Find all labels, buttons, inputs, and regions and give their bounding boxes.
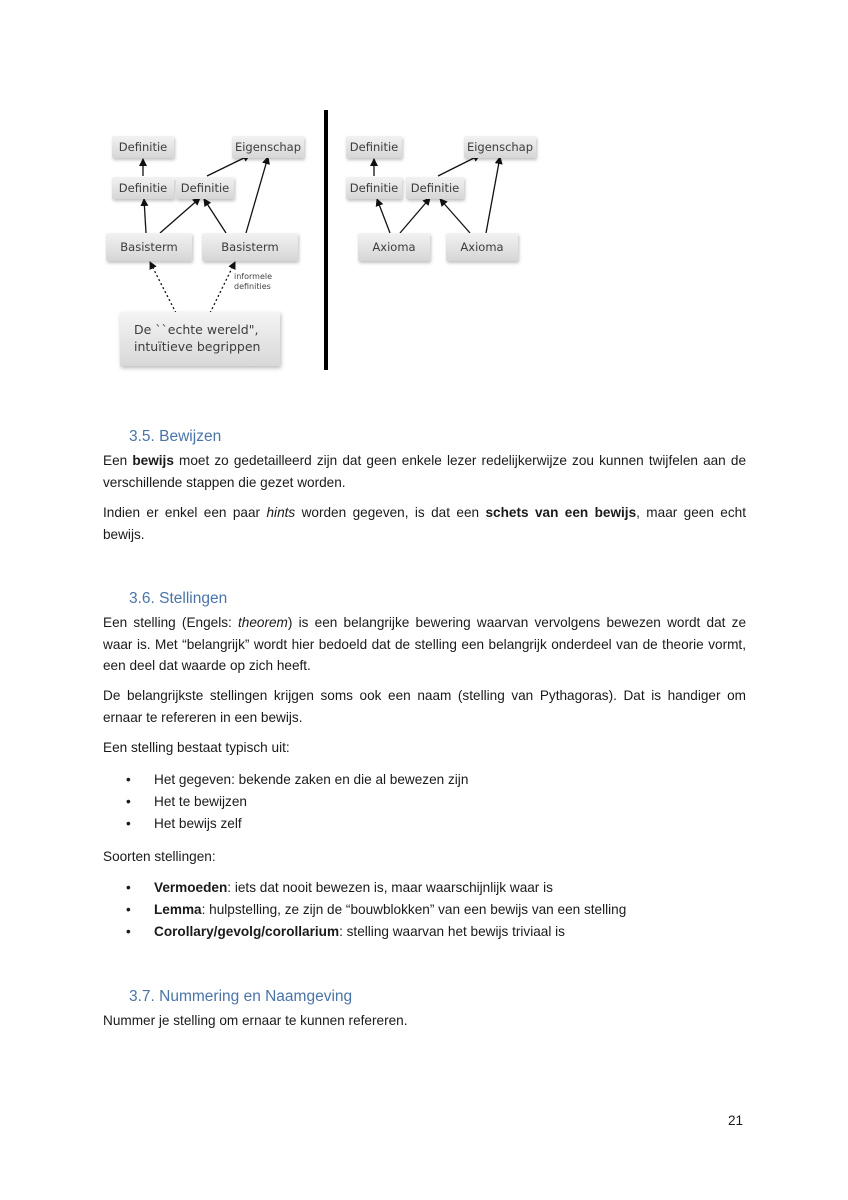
box-eigenschap-left: Eigenschap [232, 136, 304, 158]
paragraph-bestaat-uit: Een stelling bestaat typisch uit: [103, 740, 290, 755]
concept-diagram [100, 108, 560, 374]
box-basisterm-right: Basisterm [202, 233, 298, 261]
note-informele-definities: informele definities [234, 272, 273, 291]
paragraph-soorten: Soorten stellingen: [103, 849, 216, 864]
list-item: • Lemma: hulpstelling, ze zijn de “bouwblokken” van een bewijs van een stelling [126, 902, 627, 917]
list-stelling-onderdelen [126, 769, 468, 835]
list-item: • Corollary/gevolg/corollarium: stelling waarvan het bewijs triviaal is [126, 924, 565, 939]
paragraph-nummer: Nummer je stelling om ernaar te kunnen refereren. [103, 1013, 408, 1028]
box-axioma-left: Axioma [358, 233, 430, 261]
box-basisterm-left: Basisterm [106, 233, 192, 261]
box-eigenschap-right: Eigenschap [464, 136, 536, 158]
page-number: 21 [728, 1113, 744, 1128]
paragraph-stelling-definitie: Een stelling (Engels: theorem) is een belangrijke bewering waarvan vervolgens bewezen wordt dat ze waar is. Met “belangrijk” wordt hier bedoeld dat de stelling een belangrijk onderdeel van de theorie vormt, een deel dat waarde op zich heeft. [103, 615, 746, 674]
box-definitie-mid-left-a: Definitie [112, 177, 174, 199]
list-item: • Het gegeven: bekende zaken en die al bewezen zijn [126, 772, 469, 787]
list-item: • Het bewijs zelf [126, 816, 242, 831]
heading-bewijzen: 3.5. Bewijzen [129, 428, 222, 445]
box-definitie-mid-right-a: Definitie [346, 177, 402, 199]
diagram-divider [324, 110, 328, 370]
paragraph-bewijs-definitie: Een bewijs moet zo gedetailleerd zijn dat geen enkele lezer redelijkerwijze zou kunnen twijfelen aan de verschillende stappen die gezet worden. [103, 453, 746, 490]
box-definitie-top-right: Definitie [346, 136, 402, 158]
list-item: • Het te bewijzen [126, 794, 247, 809]
paragraph-schets: Indien er enkel een paar hints worden gegeven, is dat een schets van een bewijs, maar geen echt bewijs. [103, 505, 747, 542]
paragraph-belangrijkste: De belangrijkste stellingen krijgen soms ook een naam (stelling van Pythagoras). Dat is handiger om ernaar te refereren in een bewijs. [103, 688, 746, 725]
box-definitie-mid-right-b: Definitie [406, 177, 464, 199]
box-echte-wereld: De ``echte wereld", intuïtieve begrippen [120, 312, 280, 366]
list-soorten-stellingen [126, 877, 626, 943]
list-item: • Vermoeden: iets dat nooit bewezen is, maar waarschijnlijk waar is [126, 880, 553, 895]
heading-nummering: 3.7. Nummering en Naamgeving [129, 988, 353, 1005]
box-axioma-right: Axioma [446, 233, 518, 261]
box-definitie-mid-left-b: Definitie [176, 177, 234, 199]
box-definitie-top-left: Definitie [112, 136, 174, 158]
heading-stellingen: 3.6. Stellingen [129, 590, 228, 607]
